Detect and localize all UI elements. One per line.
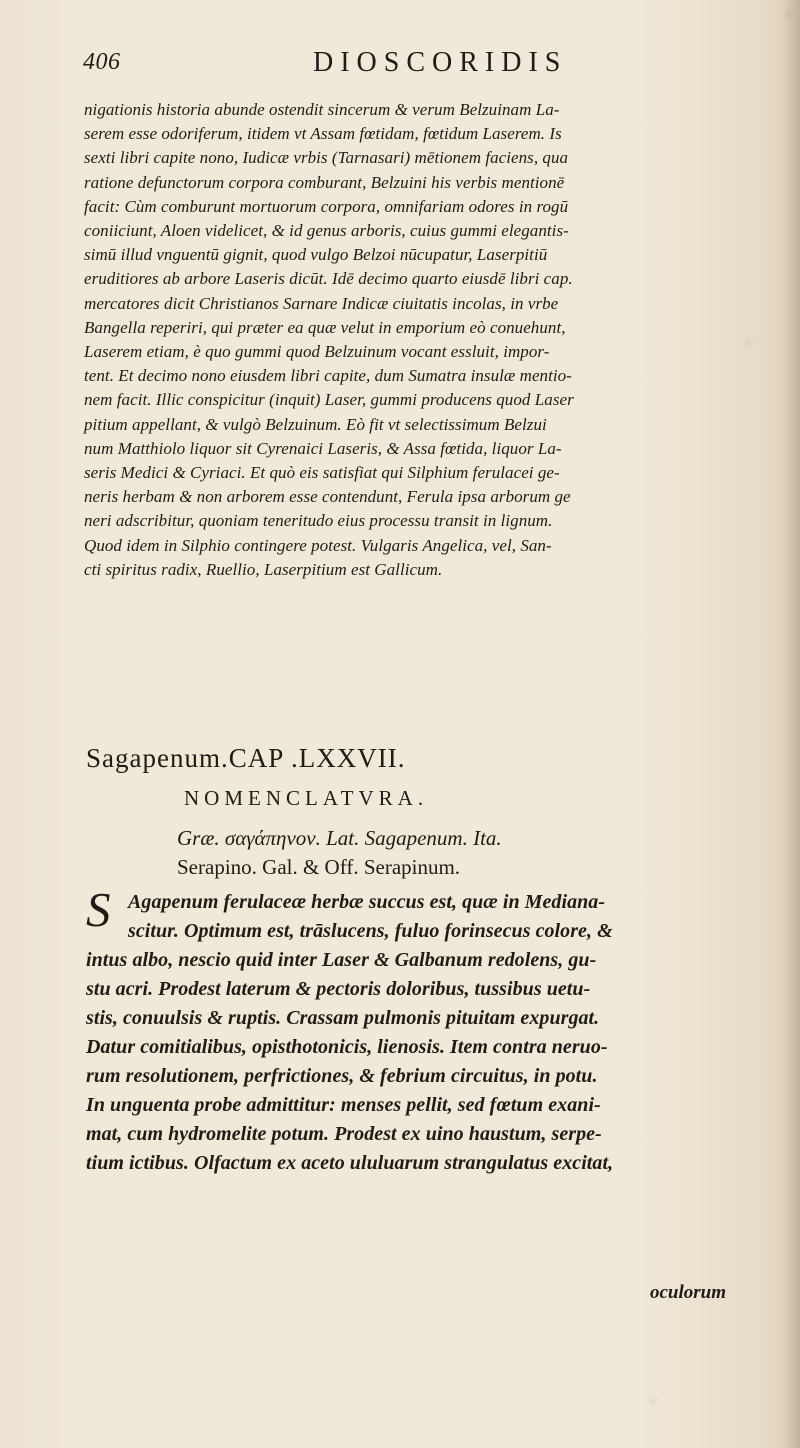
text-line: seris Medici & Cyriaci. Et quò eis satisfiat qui Silphium ferulacei ge- <box>84 463 560 483</box>
page-header <box>83 47 723 87</box>
chapter-title: Sagapenum.CAP .LXXVII. <box>86 743 406 773</box>
catchword: oculorum <box>650 1282 727 1303</box>
paper-spot <box>786 12 792 18</box>
body-line: tium ictibus. Olfactum ex aceto ululuarum strangulatus excitat, <box>86 1152 614 1174</box>
text-line: nigationis historia abunde ostendit sincerum & verum Belzuinam La- <box>84 100 560 119</box>
running-head: DIOSCORIDIS <box>313 47 568 78</box>
text-line: serem esse odoriferum, itidem vt Assam fœtidam, fœtidum Laserem. Is <box>84 124 562 144</box>
synonym-line: Græ. σαγάπηνον. Lat. Sagapenum. Ita. <box>177 826 502 850</box>
text-line: Quod idem in Silphio contingere potest. Vulgaris Angelica, vel, San- <box>84 535 552 555</box>
text-line: Laserem etiam, è quo gummi quod Belzuinum vocant essluit, impor- <box>84 342 550 362</box>
body-line: rum resolutionem, perfrictiones, & febrium circuitus, in potu. <box>86 1065 598 1087</box>
body-line: intus albo, nescio quid inter Laser & Galbanum redolens, gu- <box>86 949 597 971</box>
chapter-heading <box>86 744 776 772</box>
text-line: Bangella reperiri, qui præter ea quæ velut in emporium eò conuehunt, <box>84 317 566 337</box>
page-edge <box>782 0 800 1448</box>
chapter-body <box>86 888 768 1178</box>
paper-spot <box>745 340 750 345</box>
page-number: 406 <box>83 49 121 75</box>
body-line: Agapenum ferulaceæ herbæ succus est, quæ in Mediana- <box>128 891 606 913</box>
text-line: facit: Cùm comburunt mortuorum corpora, omnifariam odores in rogū <box>84 196 569 216</box>
drop-cap: S <box>86 882 111 937</box>
nomenclature-heading: NOMENCLATVRA. <box>184 786 429 810</box>
body-line: scitur. Optimum est, trāslucens, fuluo forinsecus colore, & <box>128 920 613 942</box>
text-line: mercatores dicit Christianos Sarnare Indicæ ciuitatis incolas, in vrbe <box>84 293 559 313</box>
text-line: coniiciunt, Aloen videlicet, & id genus arboris, cuius gummi elegantis- <box>84 221 569 241</box>
text-line: cti spiritus radix, Ruellio, Laserpitium est Gallicum. <box>84 559 443 579</box>
synonym-line: Serapino. Gal. & Off. Serapinum. <box>177 855 461 879</box>
upper-text-block <box>84 98 764 582</box>
body-line: In unguenta probe admittitur: menses pellit, sed fœtum exani- <box>86 1094 601 1116</box>
text-line: pitium appellant, & vulgò Belzuinum. Eò fit vt selectissimum Belzui <box>84 414 547 434</box>
body-line: mat, cum hydromelite potum. Prodest ex uino haustum, serpe- <box>86 1123 602 1145</box>
body-line: stu acri. Prodest laterum & pectoris doloribus, tussibus uetu- <box>86 978 591 1000</box>
text-line: simū illud vnguentū gignit, quod vulgo Belzoi nūcupatur, Laserpitiū <box>84 245 548 265</box>
synonym-block <box>177 824 737 882</box>
paper-spot <box>650 1398 656 1404</box>
text-line: num Matthiolo liquor sit Cyrenaici Laseris, & Assa fœtida, liquor La- <box>84 438 562 458</box>
text-line: nem facit. Illic conspicitur (inquit) Laser, gummi producens quod Laser <box>84 390 574 410</box>
text-line: tent. Et decimo nono eiusdem libri capite, dum Sumatra insulæ mentio- <box>84 366 572 386</box>
text-line: ratione defunctorum corpora comburant, Belzuini his verbis mentionē <box>84 172 565 192</box>
body-line: stis, conuulsis & ruptis. Crassam pulmonis pituitam expurgat. <box>86 1007 600 1029</box>
body-line: Datur comitialibus, opisthotonicis, lienosis. Item contra neruo- <box>86 1036 608 1058</box>
text-line: neri adscribitur, quoniam teneritudo eius processu transit in lignum. <box>84 511 553 531</box>
text-line: neris herbam & non arborem esse contendunt, Ferula ipsa arborum ge <box>84 487 571 507</box>
text-line: sexti libri capite nono, Iudicæ vrbis (Tarnasari) mētionem faciens, qua <box>84 148 569 168</box>
text-line: eruditiores ab arbore Laseris dicūt. Idē decimo quarto eiusdē libri cap. <box>84 269 573 289</box>
